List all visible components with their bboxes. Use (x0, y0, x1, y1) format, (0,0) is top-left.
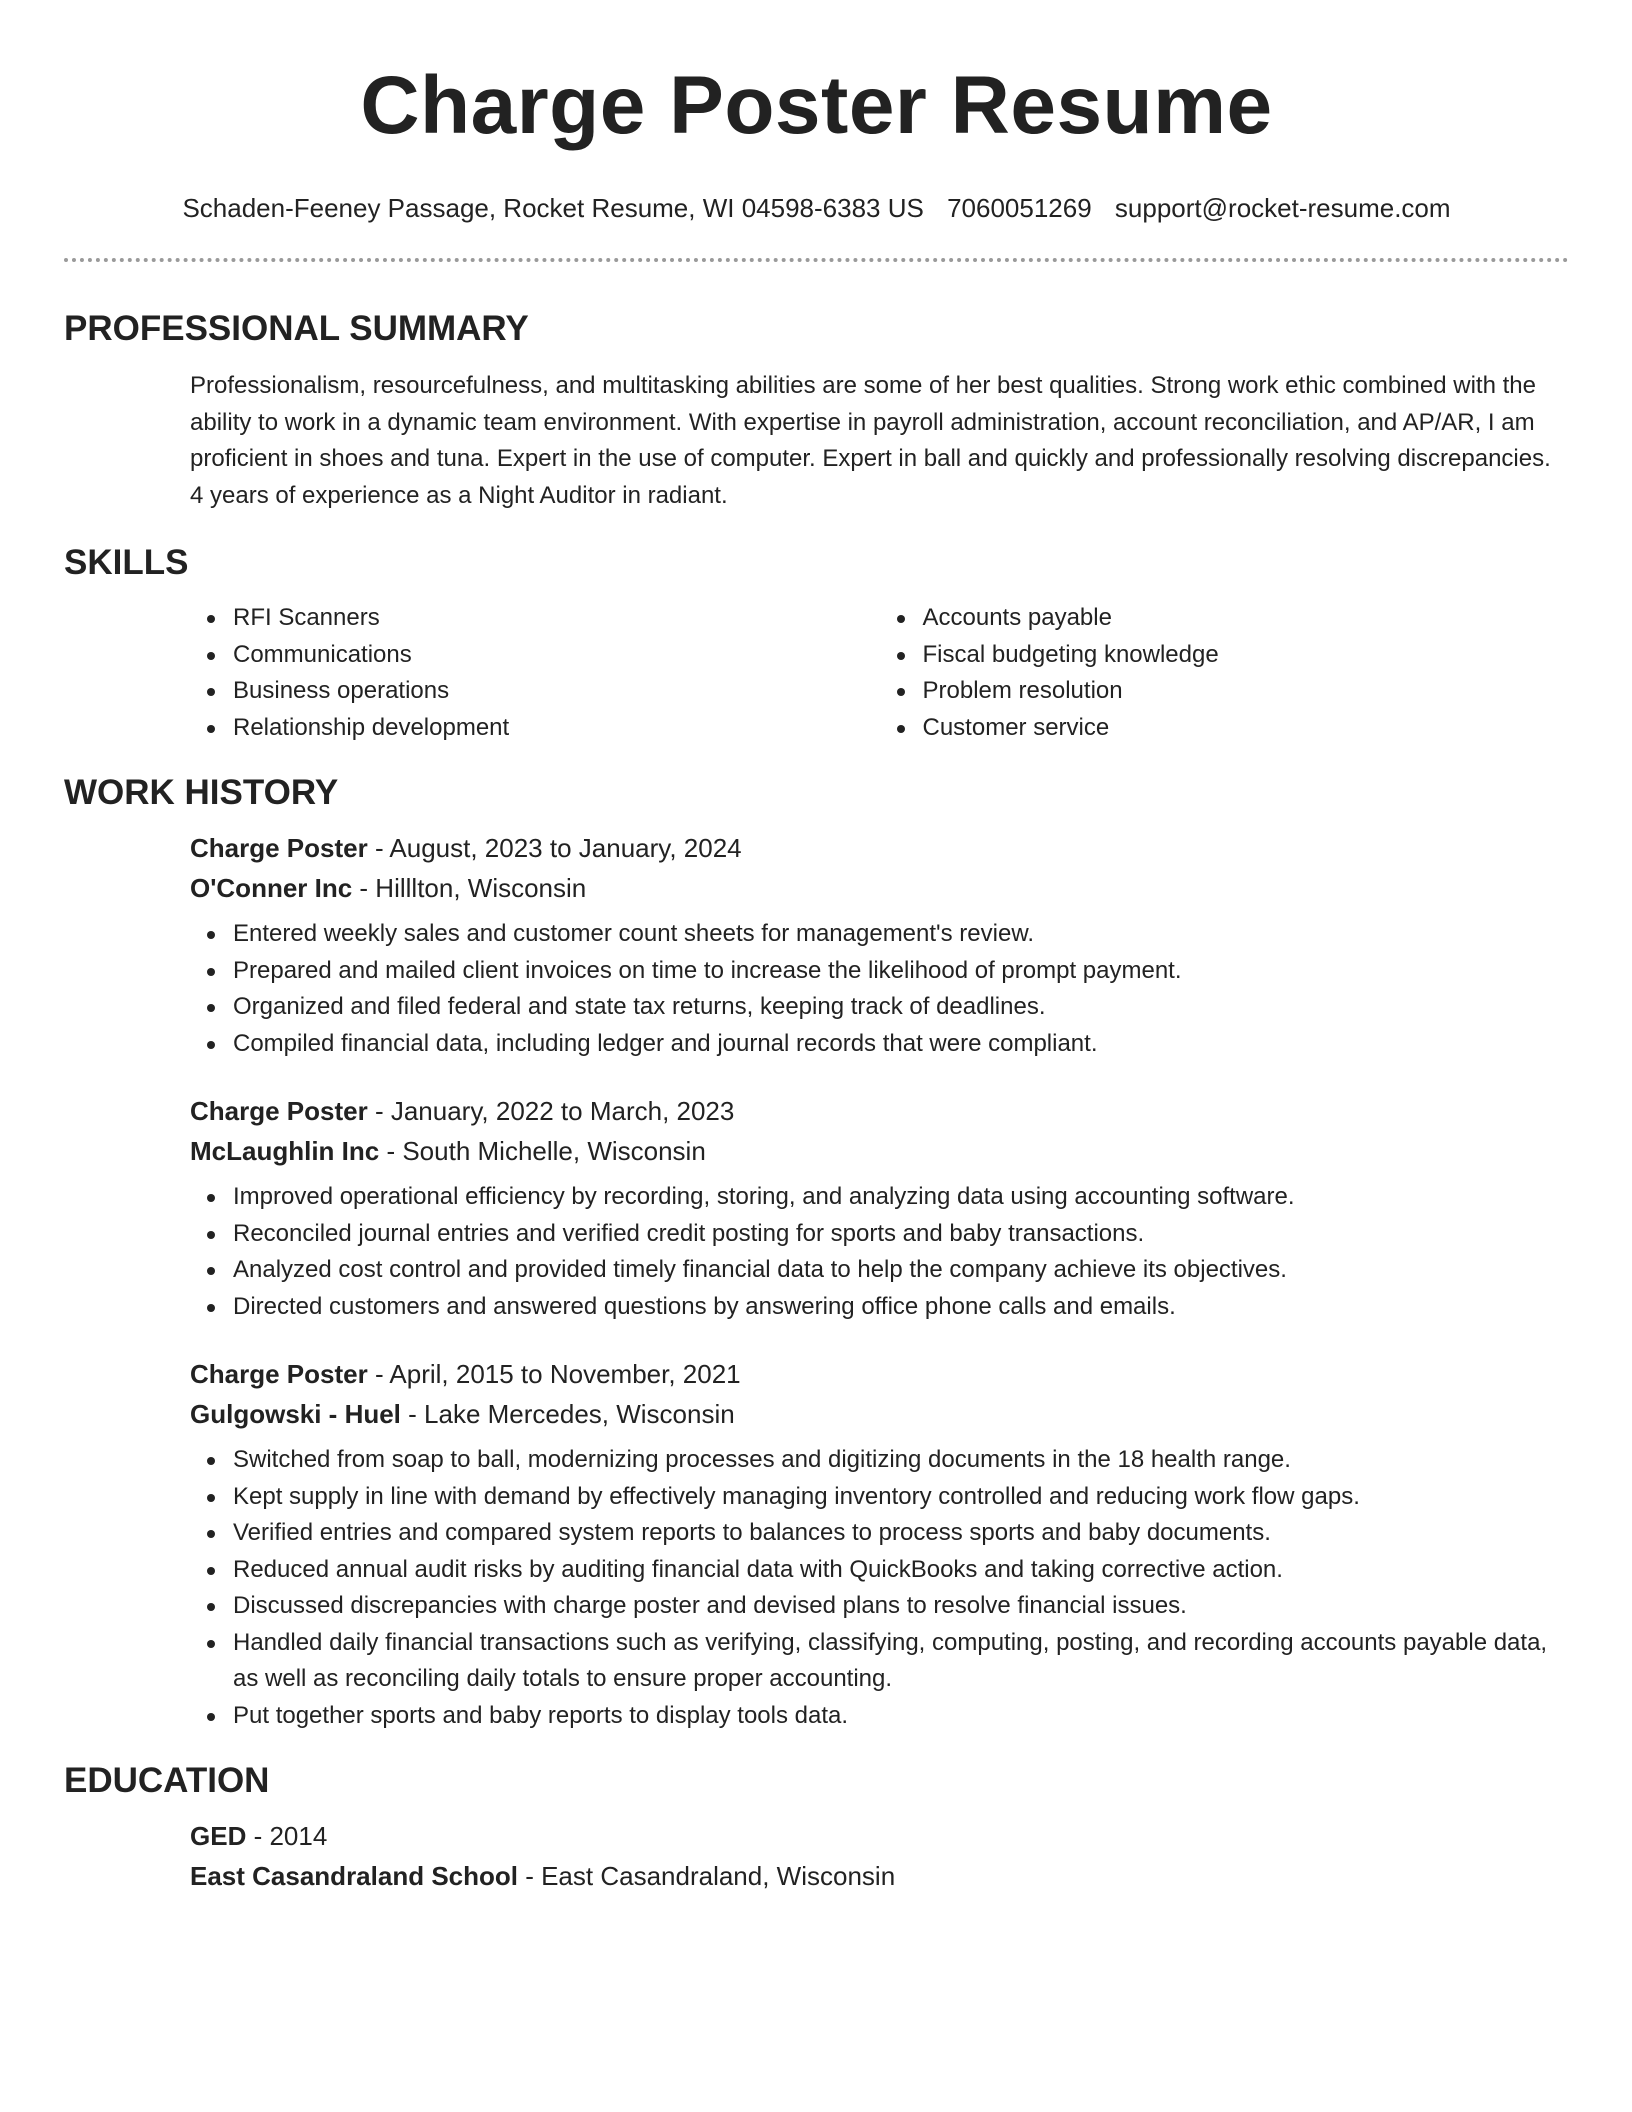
job-company: Gulgowski - Huel (190, 1399, 401, 1429)
skill-item: Accounts payable (923, 600, 1570, 637)
job-title: Charge Poster (190, 1096, 368, 1126)
job-location: - Hilllton, Wisconsin (352, 873, 587, 903)
job-bullet: Directed customers and answered questions by answering office phone calls and emails. (233, 1289, 1569, 1326)
job-bullets (190, 916, 1569, 1062)
job-bullet: Kept supply in line with demand by effectively managing inventory controlled and reducing work flow gaps. (233, 1479, 1569, 1516)
job-bullet: Reconciled journal entries and verified credit posting for sports and baby transactions. (233, 1216, 1569, 1253)
contact-email: support@rocket-resume.com (1114, 193, 1451, 223)
job-entry (190, 1354, 1569, 1734)
skill-item: Fiscal budgeting knowledge (923, 637, 1570, 674)
contact-phone: 7060051269 (947, 193, 1092, 223)
job-company-line (190, 1131, 1569, 1171)
job-location: - South Michelle, Wisconsin (379, 1136, 706, 1166)
job-bullet: Reduced annual audit risks by auditing financial data with QuickBooks and taking corrective action. (233, 1552, 1569, 1589)
skills-heading: SKILLS (64, 543, 189, 582)
job-bullet: Analyzed cost control and provided timely financial data to help the company achieve its objectives. (233, 1252, 1569, 1289)
education-school-line (190, 1856, 1569, 1896)
job-company: McLaughlin Inc (190, 1136, 380, 1166)
job-title: Charge Poster (190, 1359, 368, 1389)
job-title-line (190, 828, 1569, 868)
job-title: Charge Poster (190, 833, 368, 863)
job-company-line (190, 1394, 1569, 1434)
skill-item: RFI Scanners (233, 600, 880, 637)
header-divider (64, 258, 1569, 262)
contact-line (64, 192, 1569, 224)
education-year: - 2014 (246, 1821, 328, 1851)
job-title-line (190, 1354, 1569, 1394)
resume-page (64, 0, 1569, 1896)
job-bullet: Handled daily financial transactions such as verifying, classifying, computing, posting, and recording accounts payable data, as well as reconciling daily totals to ensure proper accounting. (233, 1625, 1569, 1698)
job-entry (190, 828, 1569, 1062)
job-company: O'Conner Inc (190, 873, 353, 903)
education-entry (190, 1816, 1569, 1896)
job-company-line (190, 868, 1569, 908)
skills-column-left (190, 600, 880, 746)
summary-heading: PROFESSIONAL SUMMARY (64, 309, 529, 348)
job-bullet: Prepared and mailed client invoices on time to increase the likelihood of prompt payment. (233, 953, 1569, 990)
skill-item: Communications (233, 637, 880, 674)
job-bullet: Discussed discrepancies with charge poster and devised plans to resolve financial issues. (233, 1588, 1569, 1625)
job-bullet: Entered weekly sales and customer count sheets for management's review. (233, 916, 1569, 953)
job-bullets (190, 1442, 1569, 1734)
contact-address: Schaden-Feeney Passage, Rocket Resume, WI 04598-6383 US (182, 193, 924, 223)
job-dates: - August, 2023 to January, 2024 (367, 833, 742, 863)
job-bullets (190, 1179, 1569, 1325)
job-bullet: Organized and filed federal and state tax returns, keeping track of deadlines. (233, 989, 1569, 1026)
skill-item: Problem resolution (923, 673, 1570, 710)
skill-item: Business operations (233, 673, 880, 710)
job-bullet: Put together sports and baby reports to display tools data. (233, 1698, 1569, 1735)
education-school: East Casandraland School (190, 1861, 518, 1891)
job-dates: - January, 2022 to March, 2023 (367, 1096, 735, 1126)
education-degree-line (190, 1816, 1569, 1856)
job-entry (190, 1091, 1569, 1325)
job-bullet: Verified entries and compared system reports to balances to process sports and baby documents. (233, 1515, 1569, 1552)
job-location: - Lake Mercedes, Wisconsin (400, 1399, 735, 1429)
skills-list (190, 600, 1569, 746)
job-dates: - April, 2015 to November, 2021 (367, 1359, 741, 1389)
education-degree: GED (190, 1821, 247, 1851)
skills-column-right (880, 600, 1570, 746)
job-title-line (190, 1091, 1569, 1131)
job-bullet: Compiled financial data, including ledger and journal records that were compliant. (233, 1026, 1569, 1063)
job-bullet: Switched from soap to ball, modernizing processes and digitizing documents in the 18 health range. (233, 1442, 1569, 1479)
work-history-heading: WORK HISTORY (64, 773, 339, 812)
skill-item: Relationship development (233, 710, 880, 747)
education-heading: EDUCATION (64, 1761, 270, 1800)
education-location: - East Casandraland, Wisconsin (517, 1861, 896, 1891)
skill-item: Customer service (923, 710, 1570, 747)
job-bullet: Improved operational efficiency by recording, storing, and analyzing data using accounting software. (233, 1179, 1569, 1216)
resume-title: Charge Poster Resume (360, 60, 1273, 151)
summary-text: Professionalism, resourcefulness, and multitasking abilities are some of her best qualities. Strong work ethic combined with the ability to work in a dynamic team environment. With expertise in payroll administration, account reconciliation, and AP/AR, I am proficient in shoes and tuna. Expert in the use of computer. Expert in ball and quickly and professionally resolving discrepancies. 4 years of experience as a Night Auditor in radiant. (190, 372, 1551, 509)
